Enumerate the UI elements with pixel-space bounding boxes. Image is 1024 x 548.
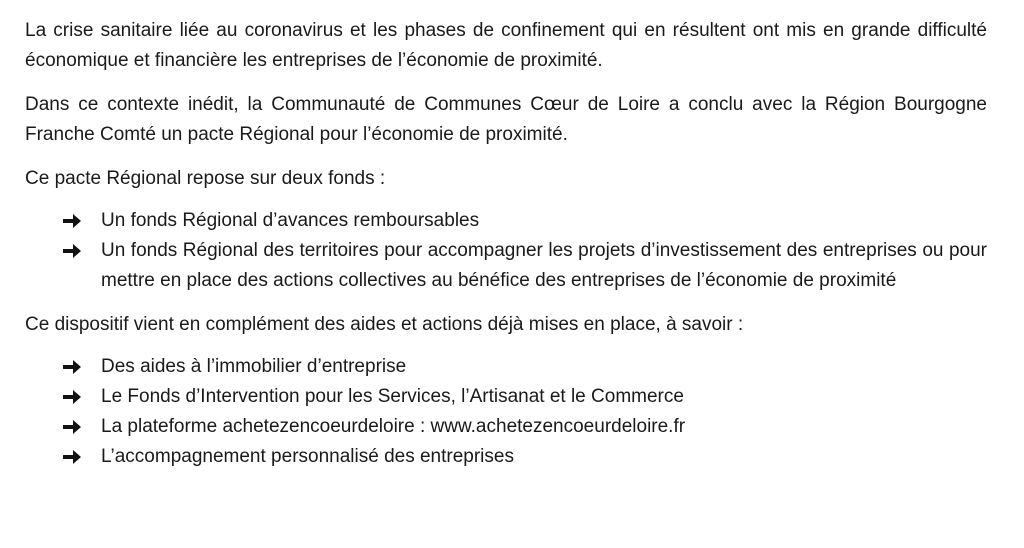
right-arrow-icon xyxy=(63,382,85,412)
list-item xyxy=(25,382,987,412)
list-item xyxy=(25,206,987,236)
list-item-text: Un fonds Régional d’avances remboursables xyxy=(101,210,480,231)
paragraph-pacte-intro: Ce pacte Régional repose sur deux fonds : xyxy=(25,168,386,189)
document-body xyxy=(25,16,987,486)
list-fonds xyxy=(25,206,987,296)
list-item xyxy=(25,352,987,382)
right-arrow-icon xyxy=(63,206,85,236)
list-item-text: La plateforme achetezencoeurdeloire : www.achetezencoeurdeloire.fr xyxy=(101,416,686,437)
list-item-text: L’accompagnement personnalisé des entreprises xyxy=(101,446,514,467)
list-item xyxy=(25,412,987,442)
list-item-text: Le Fonds d’Intervention pour les Services, l’Artisanat et le Commerce xyxy=(101,386,684,407)
right-arrow-icon xyxy=(63,236,85,266)
paragraph-dispositif-intro: Ce dispositif vient en complément des aides et actions déjà mises en place, à savoir : xyxy=(25,314,744,335)
paragraph-contexte: Dans ce contexte inédit, la Communauté de Communes Cœur de Loire a conclu avec la Région Bourgogne Franche Comté un pacte Régional pour l’économie de proximité. xyxy=(25,94,987,145)
list-item xyxy=(25,236,987,296)
right-arrow-icon xyxy=(63,352,85,382)
list-item-text: Un fonds Régional des territoires pour accompagner les projets d’investissement des entreprises ou pour mettre en place des actions collectives au bénéfice des entreprises de l’économie de proximité xyxy=(101,240,987,291)
right-arrow-icon xyxy=(63,442,85,472)
list-item-text: Des aides à l’immobilier d’entreprise xyxy=(101,356,407,377)
paragraph-crise-sanitaire: La crise sanitaire liée au coronavirus et les phases de confinement qui en résultent ont mis en grande difficulté économique et financière les entreprises de l’économie de proximité. xyxy=(25,20,987,71)
right-arrow-icon xyxy=(63,412,85,442)
list-item xyxy=(25,442,987,472)
list-dispositifs xyxy=(25,352,987,472)
